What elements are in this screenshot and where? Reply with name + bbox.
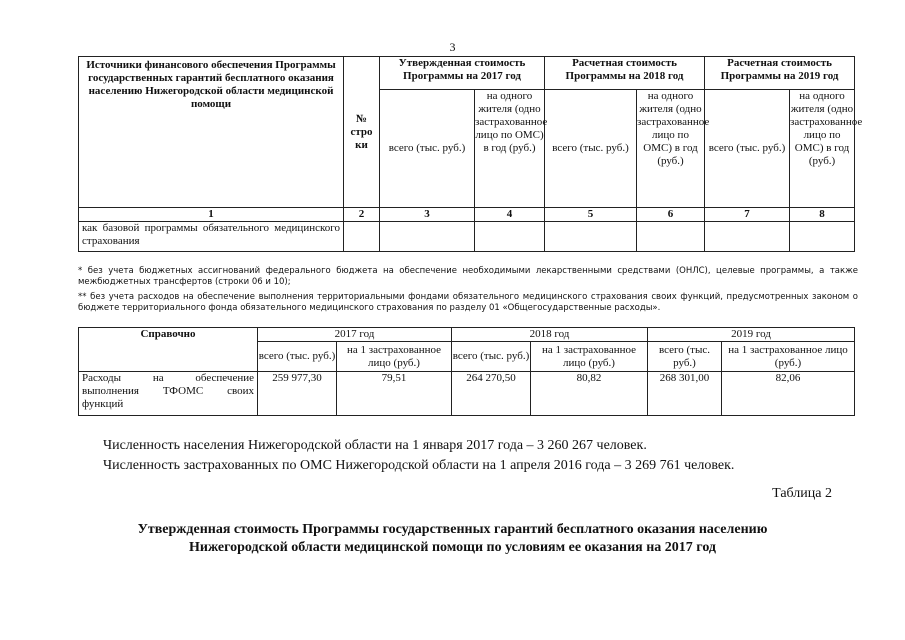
reference-table xyxy=(78,327,855,416)
empty-cell xyxy=(475,222,545,252)
table-caption: Таблица 2 xyxy=(772,486,832,501)
page-number: 3 xyxy=(449,40,456,54)
column-index: 4 xyxy=(475,208,545,222)
column-index: 2 xyxy=(344,208,380,222)
empty-cell xyxy=(545,222,637,252)
per-resident-header-2018: на одного жителя (одно застрахованное лицо по ОМС) в год (руб.) xyxy=(637,90,705,208)
column-index: 5 xyxy=(545,208,637,222)
heading-line-2: Нижегородской области медицинской помощи по условиям ее оказания на 2017 год xyxy=(188,540,716,555)
table-row xyxy=(79,372,855,416)
table-row xyxy=(79,222,855,252)
year-header-2018: 2018 год xyxy=(452,328,648,342)
heading-line-1: Утвержденная стоимость Программы государственных гарантий бесплатного оказания населению xyxy=(137,522,768,537)
section-heading xyxy=(0,521,905,557)
total-header: всего (тыс. руб.) xyxy=(452,342,531,372)
value-cell: 264 270,50 xyxy=(452,372,531,416)
row-label: Расходы на обеспечение выполнения ТФОМС своих функций xyxy=(79,372,258,416)
header-2019: Расчетная стоимость Программы на 2019 год xyxy=(705,57,855,90)
row-label: как базовой программы обязательного медицинского страхования xyxy=(79,222,344,252)
source-header: Источники финансового обеспечения Программы государственных гарантий бесплатного оказания населению Нижегородской области медицинской помощи xyxy=(79,57,344,208)
column-index: 8 xyxy=(790,208,855,222)
empty-cell xyxy=(790,222,855,252)
column-index: 6 xyxy=(637,208,705,222)
insured-text: Численность застрахованных по ОМС Нижегородской области на 1 апреля 2016 года – 3 269 761 человек. xyxy=(103,458,735,473)
total-header: всего (тыс. руб.) xyxy=(648,342,722,372)
column-index: 3 xyxy=(380,208,475,222)
value-cell: 259 977,30 xyxy=(258,372,337,416)
footnote-1: * без учета бюджетных ассигнований федерального бюджета на обеспечение необходимыми лекарственными средствами (ОНЛС), целевые программы, а также межбюджетных трансфертов (строки 06 и 10); xyxy=(78,266,858,287)
value-cell: 82,06 xyxy=(722,372,855,416)
total-header-2019: всего (тыс. руб.) xyxy=(705,90,790,208)
year-header-2017: 2017 год xyxy=(258,328,452,342)
header-2018: Расчетная стоимость Программы на 2018 год xyxy=(545,57,705,90)
empty-cell xyxy=(380,222,475,252)
population-text: Численность населения Нижегородской области на 1 января 2017 года – 3 260 267 человек. xyxy=(103,438,647,453)
per-insured-header: на 1 застрахованное лицо (руб.) xyxy=(531,342,648,372)
total-header-2018: всего (тыс. руб.) xyxy=(545,90,637,208)
empty-cell xyxy=(705,222,790,252)
per-insured-header: на 1 застрахованное лицо (руб.) xyxy=(337,342,452,372)
value-cell: 80,82 xyxy=(531,372,648,416)
reference-title: Справочно xyxy=(79,328,258,372)
total-header-2017: всего (тыс. руб.) xyxy=(380,90,475,208)
column-index: 1 xyxy=(79,208,344,222)
total-header: всего (тыс. руб.) xyxy=(258,342,337,372)
cost-table xyxy=(78,56,863,252)
header-2017: Утвержденная стоимость Программы на 2017 год xyxy=(380,57,545,90)
empty-cell xyxy=(637,222,705,252)
column-index: 7 xyxy=(705,208,790,222)
footnote-2: ** без учета расходов на обеспечение выполнения территориальными фондами обязательного медицинского страхования своих функций, предусмотренных законом о бюджете территориального фонда обязательного медицинского страхования по разделу 01 «Общегосударственные расходы». xyxy=(78,292,858,313)
per-insured-header: на 1 застрахованное лицо (руб.) xyxy=(722,342,855,372)
value-cell: 268 301,00 xyxy=(648,372,722,416)
line-number-header: № стро ки xyxy=(344,57,380,208)
empty-cell xyxy=(344,222,380,252)
year-header-2019: 2019 год xyxy=(648,328,855,342)
per-resident-header-2017: на одного жителя (одно застрахованное лицо по ОМС) в год (руб.) xyxy=(475,90,545,208)
value-cell: 79,51 xyxy=(337,372,452,416)
per-resident-header-2019: на одного жителя (одно застрахованное лицо по ОМС) в год (руб.) xyxy=(790,90,855,208)
